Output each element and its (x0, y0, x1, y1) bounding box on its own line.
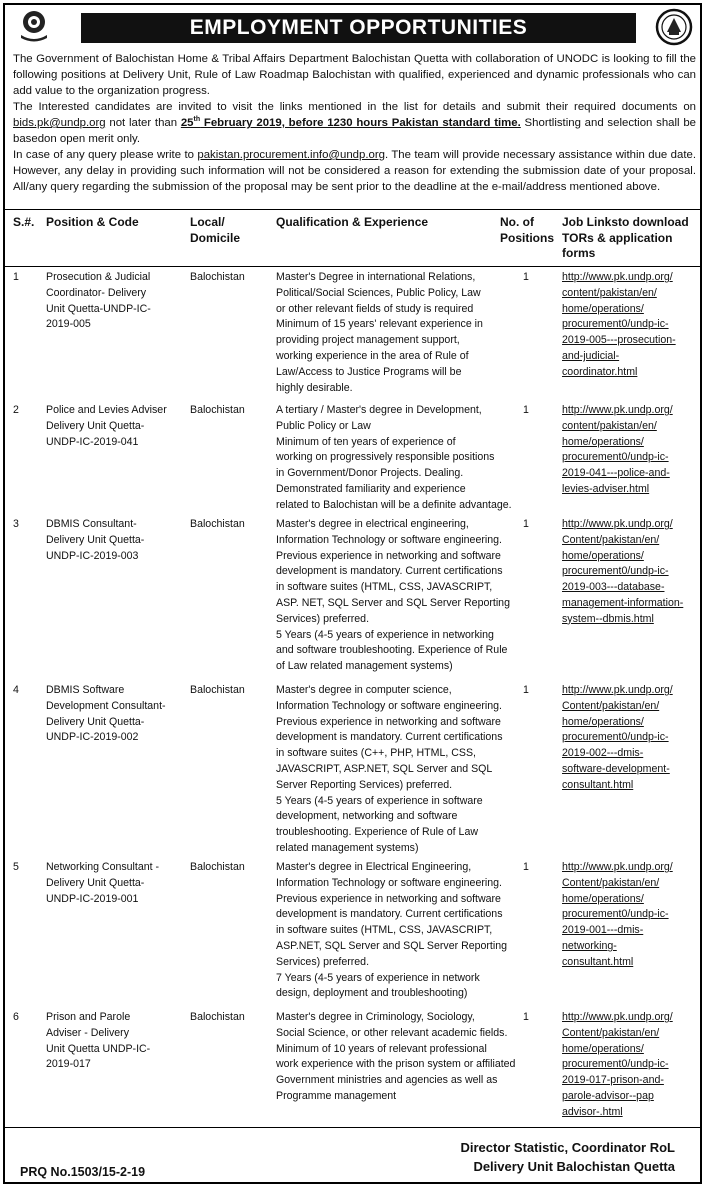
row-positions: 1 (523, 518, 529, 530)
row-link[interactable]: http://www.pk.undp.org/ content/pakistan/en/ home/operations/ procurement0/undp-ic- 2019-041---police-and- levies-adviser.html (562, 404, 673, 495)
row-positions: 1 (523, 1011, 529, 1023)
deadline-text: 25th February 2019, before 1230 hours Pakistan standard time. (180, 116, 521, 129)
row-qualification: Master's Degree in international Relations, Political/Social Sciences, Public Policy, Law or other relevant fields of study is required Minimum of 15 years' relevant experience in providing project management support, working experience in the area of Rule of Law/Access to Justice Programs will be highly desirable. (276, 271, 483, 394)
row-sno: 2 (13, 404, 19, 416)
row-sno: 1 (13, 271, 19, 283)
row-local: Balochistan (190, 271, 245, 283)
row-positions: 1 (523, 684, 529, 696)
signatory (385, 1138, 675, 1176)
intro-paragraph-3: In case of any query please write to pakistan.procurement.info@undp.org. The team will provide necessary assistance within due date. However, any delay in providing such information will not be considered a reason for extending the submission date of your proposal. All/any query regarding the submission of the proposal may be sent prior to the deadline at the e-mail/address mentioned above. (13, 149, 696, 193)
row-sno: 5 (13, 861, 19, 873)
table-bottom-rule (5, 1127, 700, 1128)
government-emblem-icon (17, 9, 51, 43)
row-position: Prison and Parole Adviser - Delivery Unit Quetta UNDP-IC- 2019-017 (46, 1011, 151, 1071)
table-top-rule (5, 209, 700, 210)
row-link[interactable]: http://www.pk.undp.org/ Content/pakistan/en/ home/operations/ procurement0/undp-ic- 2019-003---database- management-information- system--dbmis.html (562, 518, 684, 625)
header-local: Local/ Domicile (190, 215, 241, 245)
row-sno: 4 (13, 684, 19, 696)
intro-paragraph-2: The Interested candidates are invited to visit the links mentioned in the list for details and submit their required documents on bids.pk@undp.org not later than 25th February 2019, before 1230 hours Pakistan standard time. Shortlisting and selection shall be basedon open merit only. (13, 101, 697, 145)
row-positions: 1 (523, 271, 529, 283)
row-local: Balochistan (190, 861, 245, 873)
row-position: DBMIS Software Development Consultant- Delivery Unit Quetta- UNDP-IC-2019-002 (46, 684, 166, 744)
row-qualification: Master's degree in Electrical Engineering, Information Technology or software engineering. Previous experience in networking and software development is mandatory. Current certifications in software suites (HTML, CSS, JAVASCRIPT, ASP.NET, SQL Server and SQL Server Reporting Services) preferred. 7 Years (4-5 years of experience in network design, deployment and troubleshooting) (276, 861, 508, 1000)
row-positions: 1 (523, 861, 529, 873)
row-qualification: Master's degree in Criminology, Sociology, Social Science, or other relevant academic fields. Minimum of 10 years of relevant professional work experience with the prison system or affiliated Government ministries and agencies as well as Programme management (276, 1011, 516, 1102)
header-qualification: Qualification & Experience (276, 215, 429, 229)
signatory-line-2: Delivery Unit Balochistan Quetta (473, 1159, 675, 1174)
row-local: Balochistan (190, 684, 245, 696)
page-frame (3, 3, 702, 1184)
row-sno: 6 (13, 1011, 19, 1023)
row-position: Networking Consultant - Delivery Unit Quetta- UNDP-IC-2019-001 (46, 861, 160, 905)
row-position: DBMIS Consultant- Delivery Unit Quetta- UNDP-IC-2019-003 (46, 518, 145, 562)
row-qualification: Master's degree in computer science, Information Technology or software engineering. Previous experience in networking and software development is mandatory. Current certifications in software suites (C++, PHP, HTML, CSS, JAVASCRIPT, ASP.NET, SQL Server and SQL Server Reporting Services) preferred. 5 Years (4-5 years of experience in software development, networking and software troubleshooting. Experience of Rule of Law related management systems) (276, 684, 503, 854)
header-position: Position & Code (46, 215, 139, 229)
row-sno: 3 (13, 518, 19, 530)
seal-emblem-icon (655, 8, 693, 46)
intro-text (13, 51, 696, 195)
page-title: EMPLOYMENT OPPORTUNITIES (81, 13, 636, 43)
header-positions: No. of Positions (500, 215, 555, 245)
signatory-line-1: Director Statistic, Coordinator RoL (460, 1140, 675, 1155)
header (5, 5, 700, 49)
row-position: Prosecution & Judicial Coordinator- Delivery Unit Quetta-UNDP-IC- 2019-005 (46, 271, 151, 331)
row-qualification: A tertiary / Master's degree in Development, Public Policy or Law Minimum of ten years of experience of working on progressively responsible positions in Government/Donor Projects. Dealing. Demonstrated familiarity and experience related to Balochistan will be a definite advantage. (276, 404, 512, 511)
bids-email-link[interactable]: bids.pk@undp.org (13, 117, 106, 129)
row-link[interactable]: http://www.pk.undp.org/ Content/pakistan/en/ home/operations/ procurement0/undp-ic- 2019-002---dmis- software-development- consultant.html (562, 684, 673, 791)
row-qualification: Master's degree in electrical engineering, Information Technology or software engineering. Previous experience in networking and software development is mandatory. Current certifications in software suites (HTML, CSS, JAVASCRIPT, ASP. NET, SQL Server and SQL Server Reporting Services) preferred. 5 Years (4-5 years of experience in networking and software troubleshooting. Experience of Rule of Law related management systems) (276, 518, 510, 673)
header-sno: S.#. (13, 215, 35, 229)
row-local: Balochistan (190, 404, 245, 416)
row-position: Police and Levies Adviser Delivery Unit Quetta- UNDP-IC-2019-041 (46, 404, 167, 448)
table-header-rule (5, 266, 700, 267)
row-positions: 1 (523, 404, 529, 416)
row-local: Balochistan (190, 518, 245, 530)
intro-paragraph-1: The Government of Balochistan Home & Tribal Affairs Department Balochistan Quetta with collaboration of UNODC is looking to fill the following positions at Delivery Unit, Rule of Law Roadmap Balochistan with qualified, experienced and dynamic professionals who can add value to the organization progress. (13, 53, 696, 97)
query-email-link[interactable]: pakistan.procurement.info@undp.org (197, 149, 385, 161)
row-link[interactable]: http://www.pk.undp.org/ content/pakistan/en/ home/operations/ procurement0/undp-ic- 2019-005---prosecution- and-judicial- coordinator.html (562, 271, 676, 378)
prq-number: PRQ No.1503/15-2-19 (20, 1165, 146, 1179)
row-link[interactable]: http://www.pk.undp.org/ Content/pakistan/en/ home/operations/ procurement0/undp-ic- 2019-017-prison-and- parole-advisor--pap advisor-.html (562, 1011, 673, 1118)
row-link[interactable]: http://www.pk.undp.org/ Content/pakistan/en/ home/operations/ procurement0/undp-ic- 2019-001---dmis- networking- consultant.html (562, 861, 673, 968)
header-links: Job Linksto download TORs & application forms (562, 215, 689, 260)
row-local: Balochistan (190, 1011, 245, 1023)
